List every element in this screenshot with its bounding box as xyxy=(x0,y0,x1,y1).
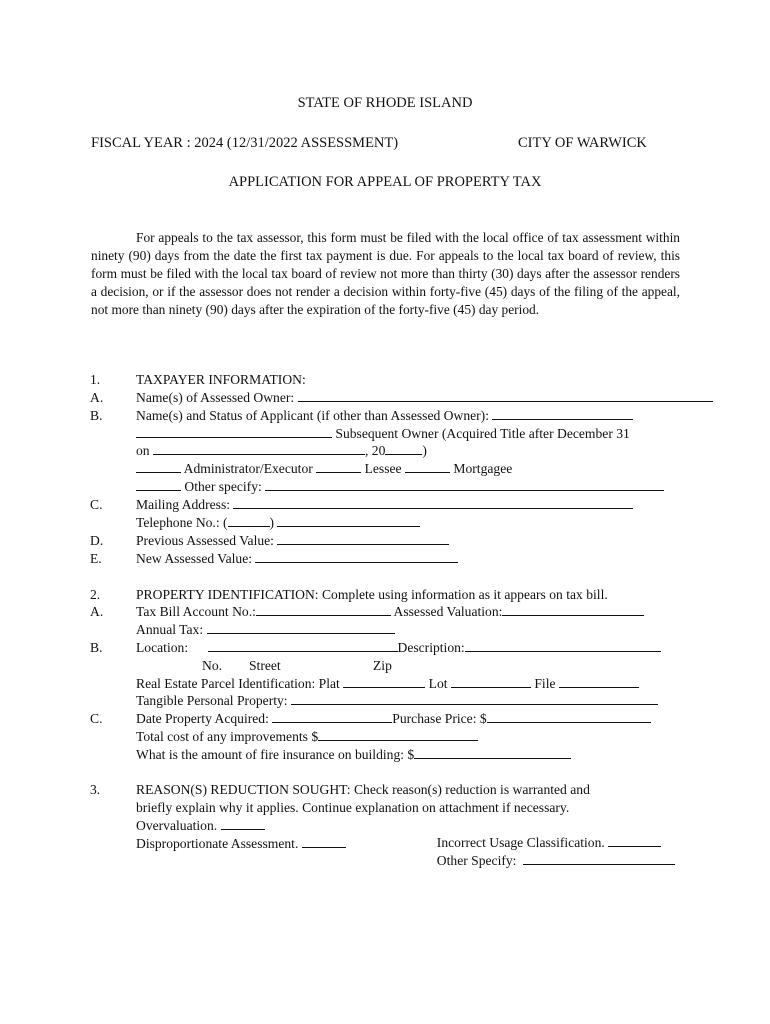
file-label: File xyxy=(534,676,556,691)
mailing-address-label: Mailing Address: xyxy=(136,497,231,512)
annual-tax-field[interactable] xyxy=(207,621,395,634)
annual-tax-row xyxy=(136,621,395,638)
other-status-label: Other specify: xyxy=(184,479,262,494)
item-1a-number: A. xyxy=(90,390,104,405)
fiscal-year-heading: FISCAL YEAR : 2024 (12/31/2022 ASSESSMENT) xyxy=(91,135,399,151)
subsequent-owner-field[interactable] xyxy=(136,425,332,438)
acquired-date-row xyxy=(136,442,427,459)
intro-paragraph: For appeals to the tax assessor, this form must be filed with the local office of tax assessment within ninety (90) days from the date the first tax payment is due. For appeals to the local tax board of review, this form must be filed with the local tax board of review not more than thirty (30) days after the assessor renders a decision, or if the assessor does not render a decision within forty-five (45) days of the filing of the appeal, not more than ninety (90) days after the expiration of the forty-five (45) day period. xyxy=(91,230,680,318)
other-reason-row xyxy=(430,835,675,869)
file-field[interactable] xyxy=(559,675,639,688)
item-1c-number: C. xyxy=(90,497,103,512)
assessed-valuation-field[interactable] xyxy=(502,603,644,616)
other-reason-field[interactable] xyxy=(523,852,675,865)
telephone-row xyxy=(136,514,420,531)
previous-value-field[interactable] xyxy=(277,532,449,545)
location-label: Location: xyxy=(136,640,189,655)
annual-tax-label: Annual Tax: xyxy=(136,622,204,637)
other-reason-label: Other Specify: xyxy=(436,853,517,868)
parcel-row xyxy=(136,675,639,692)
other-status-field[interactable] xyxy=(265,478,664,491)
section-3-instructions: briefly explain why it applies. Continue explanation on attachment if necessary. xyxy=(136,800,570,815)
mortgagee-label: Mortgagee xyxy=(453,461,513,476)
disproportionate-label: Disproportionate Assessment. xyxy=(136,836,299,851)
purchase-price-label: Purchase Price: $ xyxy=(392,711,487,726)
city-heading: CITY OF WARWICK xyxy=(518,135,647,151)
applicant-field[interactable] xyxy=(492,407,633,420)
location-street-caption: Street xyxy=(249,658,281,673)
subsequent-owner-label: Subsequent Owner (Acquired Title after December 31 xyxy=(335,426,630,441)
acquired-date-field[interactable] xyxy=(153,442,365,455)
location-field[interactable] xyxy=(208,639,398,652)
new-value-label: New Assessed Value: xyxy=(136,551,253,566)
new-value-field[interactable] xyxy=(255,550,458,563)
disproportionate-row xyxy=(136,835,346,852)
section-3-number: 3. xyxy=(90,782,101,797)
acquired-year-field[interactable] xyxy=(385,442,422,455)
improvements-row xyxy=(136,728,478,745)
improvements-field[interactable] xyxy=(318,728,478,741)
previous-value-label: Previous Assessed Value: xyxy=(136,533,274,548)
administrator-label: Administrator/Executor xyxy=(183,461,313,476)
fire-insurance-label: What is the amount of fire insurance on building: $ xyxy=(136,747,415,762)
section-1-title: TAXPAYER INFORMATION: xyxy=(136,372,306,387)
fire-insurance-field[interactable] xyxy=(414,746,571,759)
item-1d-number: D. xyxy=(90,533,104,548)
item-2a-number: A. xyxy=(90,604,104,619)
lessee-label: Lessee xyxy=(364,461,402,476)
tax-bill-label: Tax Bill Account No.: xyxy=(136,604,256,619)
telephone-field[interactable] xyxy=(277,514,420,527)
year-prefix: , 20 xyxy=(365,443,386,458)
other-status-row xyxy=(136,478,664,495)
assessed-owner-row xyxy=(136,389,713,406)
mortgagee-checkbox-line[interactable] xyxy=(405,460,450,473)
applicant-label: Name(s) and Status of Applicant (if other than Assessed Owner): xyxy=(136,408,489,423)
disproportionate-checkbox-line[interactable] xyxy=(302,835,346,848)
section-2-number: 2. xyxy=(90,587,101,602)
item-1e-number: E. xyxy=(90,551,102,566)
plat-field[interactable] xyxy=(343,675,425,688)
parcel-label: Real Estate Parcel Identification: Plat xyxy=(136,676,340,691)
mailing-address-row xyxy=(136,496,633,513)
incorrect-usage-label: Incorrect Usage Classification. xyxy=(436,835,605,850)
item-1b-number: B. xyxy=(90,408,103,423)
item-2c-number: C. xyxy=(90,711,103,726)
description-label: Description: xyxy=(397,640,465,655)
new-value-row xyxy=(136,550,458,567)
status-row xyxy=(136,460,512,477)
overvaluation-row xyxy=(136,817,265,834)
section-3-title: REASON(S) REDUCTION SOUGHT: Check reason(s) reduction is warranted and xyxy=(136,782,590,797)
date-acquired-field[interactable] xyxy=(272,710,392,723)
applicant-row xyxy=(136,407,633,424)
on-label: on xyxy=(136,443,150,458)
telephone-close: ) xyxy=(269,515,275,530)
subsequent-owner-row xyxy=(136,425,630,442)
assessed-owner-label: Name(s) of Assessed Owner: xyxy=(136,390,295,405)
year-suffix: ) xyxy=(422,443,427,458)
lessee-checkbox-line[interactable] xyxy=(316,460,361,473)
item-2b-number: B. xyxy=(90,640,103,655)
date-acquired-row xyxy=(136,710,651,727)
tax-bill-row xyxy=(136,603,644,620)
description-field[interactable] xyxy=(465,639,661,652)
fire-insurance-row xyxy=(136,746,571,763)
form-title: APPLICATION FOR APPEAL OF PROPERTY TAX xyxy=(228,174,542,190)
tangible-row xyxy=(136,692,658,709)
tangible-field[interactable] xyxy=(291,692,658,705)
section-1-number: 1. xyxy=(90,372,101,387)
administrator-checkbox-line[interactable] xyxy=(136,460,181,473)
tangible-label: Tangible Personal Property: xyxy=(136,693,288,708)
other-status-checkbox-line[interactable] xyxy=(136,478,181,491)
overvaluation-checkbox-line[interactable] xyxy=(221,817,265,830)
tax-bill-field[interactable] xyxy=(256,603,391,616)
state-heading: STATE OF RHODE ISLAND xyxy=(297,95,473,111)
assessed-valuation-label: Assessed Valuation: xyxy=(393,604,503,619)
assessed-owner-field[interactable] xyxy=(298,389,713,402)
telephone-label: Telephone No.: ( xyxy=(136,515,228,530)
section-2-title: PROPERTY IDENTIFICATION: Complete using information as it appears on tax bill. xyxy=(136,587,608,602)
lot-label: Lot xyxy=(428,676,448,691)
location-zip-caption: Zip xyxy=(373,658,392,673)
area-code-field[interactable] xyxy=(228,514,270,527)
mailing-address-field[interactable] xyxy=(233,496,633,509)
previous-value-row xyxy=(136,532,449,549)
overvaluation-label: Overvaluation. xyxy=(136,818,218,833)
location-row xyxy=(136,639,661,656)
lot-field[interactable] xyxy=(451,675,531,688)
purchase-price-field[interactable] xyxy=(487,710,651,723)
improvements-label: Total cost of any improvements $ xyxy=(136,729,319,744)
date-acquired-label: Date Property Acquired: xyxy=(136,711,269,726)
location-no-caption: No. xyxy=(202,658,223,673)
